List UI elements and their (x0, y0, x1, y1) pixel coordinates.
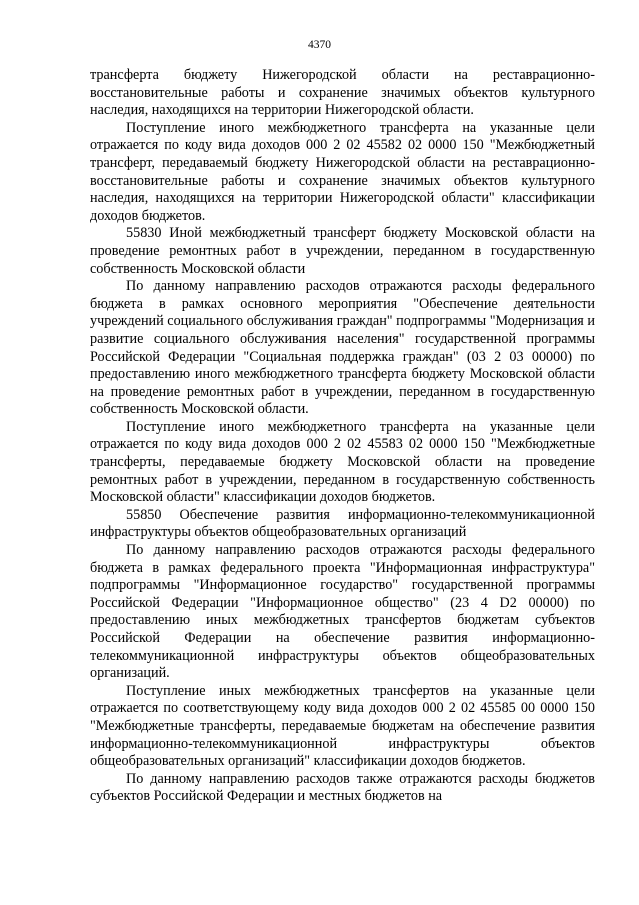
paragraph-income-45583: Поступление иного межбюджетного трансферта на указанные цели отражается по коду вида доходов 000 2 02 45583 02 0000 150 "Межбюджетные трансферты, передаваемые бюджету Московской области на проведение ремонтных работ в учреждении, переданном в государственную собственность Московской области" классификации доходов бюджетов. (90, 418, 595, 506)
paragraph-regional-expenses: По данному направлению расходов также отражаются расходы бюджетов субъектов Российской Федерации и местных бюджетов на (90, 770, 595, 805)
paragraph-income-45582: Поступление иного межбюджетного трансферта на указанные цели отражается по коду вида доходов 000 2 02 45582 02 0000 150 "Межбюджетный трансферт, передаваемый бюджету Нижегородской области на реставрационно-восстановительные работы и сохранение значимых объектов культурного наследия, находящихся на территории Нижегородской области" классификации доходов бюджетов. (90, 119, 595, 224)
paragraph-continuation: трансферта бюджету Нижегородской области на реставрационно-восстановительные работы и сохранение значимых объектов культурного наследия, находящихся на территории Нижегородской области. (90, 67, 595, 119)
paragraph-expenses-55830: По данному направлению расходов отражаются расходы федерального бюджета в рамках основного мероприятия "Обеспечение деятельности учреждений социального обслуживания граждан" подпрограммы "Модернизация и развитие социального обслуживания населения" государственной программы Российской Федерации "Социальная поддержка граждан" (03 2 03 00000) по предоставлению иного межбюджетного трансферта бюджету Московской области на проведение ремонтных работ в учреждении, переданном в государственную собственность Московской области. (90, 278, 595, 418)
paragraph-income-45585: Поступление иных межбюджетных трансфертов на указанные цели отражается по соответствующему коду вида доходов 000 2 02 45585 00 0000 150 "Межбюджетные трансферты, передаваемые бюджетам на обеспечение развития информационно-телекоммуникационной инфраструктуры объектов общеобразовательных организаций" классификации доходов бюджетов. (90, 682, 595, 770)
paragraph-heading-55850: 55850 Обеспечение развития информационно-телекоммуникационной инфраструктуры объектов общеобразовательных организаций (90, 506, 595, 541)
page-number: 4370 (308, 39, 331, 51)
paragraph-expenses-55850: По данному направлению расходов отражаются расходы федерального бюджета в рамках федерального проекта "Информационная инфраструктура" подпрограммы "Информационное государство" государственной программы Российской Федерации "Информационное общество" (23 4 D2 00000) по предоставлению иных межбюджетных трансфертов бюджетам субъектов Российской Федерации на обеспечение развития информационно-телекоммуникационной инфраструктуры объектов общеобразовательных организаций. (90, 542, 595, 682)
document-body (90, 67, 595, 806)
paragraph-heading-55830: 55830 Иной межбюджетный трансферт бюджету Московской области на проведение ремонтных работ в учреждении, переданном в государственную собственность Московской области (90, 225, 595, 277)
